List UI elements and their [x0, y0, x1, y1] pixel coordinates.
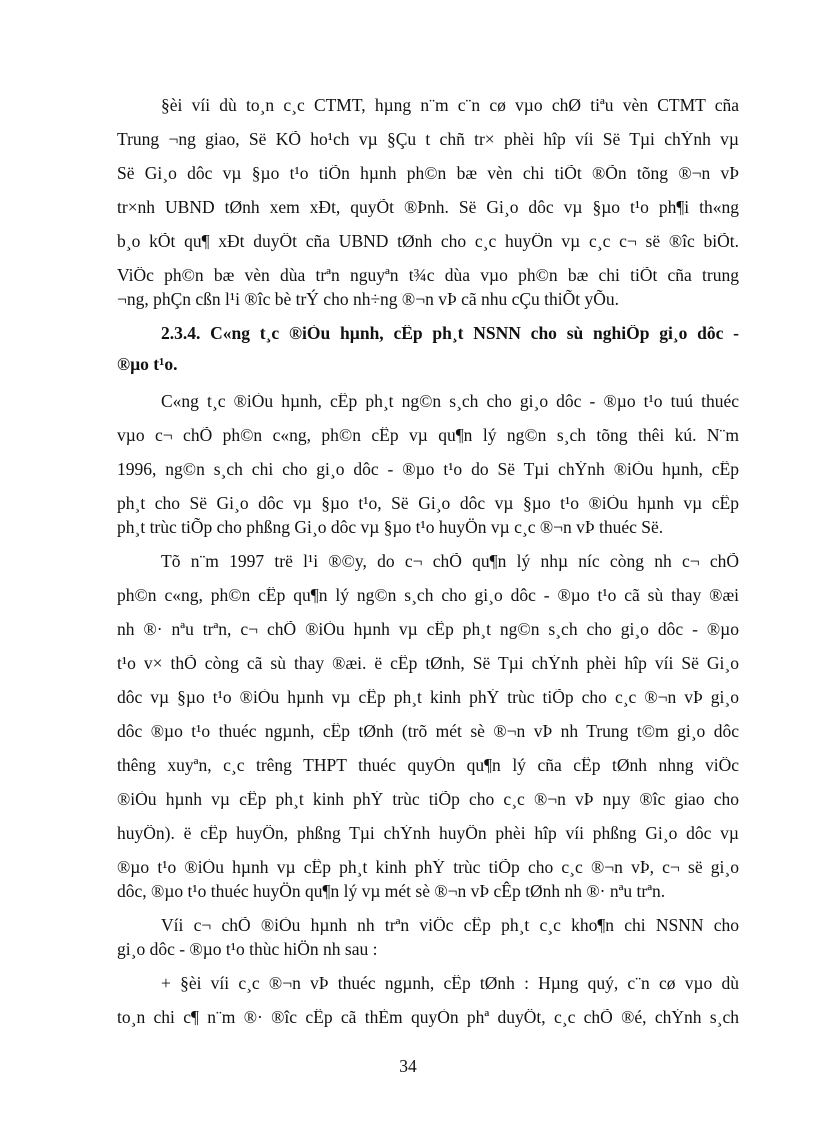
paragraph-line: dôc, ®µo t¹o thuéc huyÖn qu¶n lý vµ mét sè ®¬n vÞ cÊp tØnh nh ®· nªu trªn. [117, 881, 666, 901]
paragraph-line: Víi c¬ chÕ ®iÒu hµnh nh trªn viÖc cÊp ph¸t c¸c kho¶n chi NSNN cho [161, 917, 739, 935]
section-heading: ®µo t¹o. [117, 354, 178, 374]
paragraph-line: nh ®· nªu trªn, c¬ chÕ ®iÒu hµnh vµ cÊp ph¸t ng©n s¸ch cho gi¸o dôc - ®µo [117, 621, 739, 639]
paragraph-line: dôc vµ §µo t¹o ®iÒu hµnh vµ cÊp ph¸t kinh phÝ trùc tiÕp cho c¸c ®¬n vÞ gi¸o [117, 689, 739, 707]
paragraph-line: thêng xuyªn, c¸c trêng THPT thuéc quyÒn qu¶n lý cña cÊp tØnh nhng viÖc [117, 757, 739, 775]
paragraph-line: + §èi víi c¸c ®¬n vÞ thuéc ngµnh, cÊp tØnh : Hµng quý, c¨n cø vµo dù [161, 975, 739, 993]
paragraph-line: tr×nh UBND tØnh xem xÐt, quyÕt ®Þnh. Së Gi¸o dôc vµ §µo t¹o ph¶i th«ng [117, 199, 739, 217]
paragraph-line: gi¸o dôc - ®µo t¹o thùc hiÖn nh sau : [117, 939, 378, 959]
paragraph-line: Tõ n¨m 1997 trë l¹i ®©y, do c¬ chÕ qu¶n lý nhµ níc còng nh c¬ chÕ [161, 553, 739, 571]
page-number: 34 [399, 1056, 417, 1076]
paragraph-line: b¸o kÕt qu¶ xÐt duyÖt cña UBND tØnh cho c¸c huyÖn vµ c¸c c¬ së ®îc biÕt. [117, 233, 739, 251]
paragraph-line: ¬ng, phÇn cßn l¹i ®îc bè trÝ cho nh÷ng ®¬n vÞ cã nhu cÇu thiÕt yÕu. [117, 289, 620, 309]
paragraph-line: Trung ¬ng giao, Së KÕ ho¹ch vµ §Çu t chñ tr× phèi hîp víi Së Tµi chÝnh vµ [117, 131, 739, 149]
paragraph-line: vµo c¬ chÕ ph©n c«ng, ph©n cÊp vµ qu¶n lý ng©n s¸ch tõng thêi kú. N¨m [117, 427, 739, 445]
section-heading: 2.3.4. C«ng t¸c ®iÒu hµnh, cÊp ph¸t NSNN cho sù nghiÖp gi¸o dôc - [161, 325, 739, 343]
paragraph-line: §èi víi dù to¸n c¸c CTMT, hµng n¨m c¨n cø vµo chØ tiªu vèn CTMT cña [161, 97, 739, 115]
paragraph-line: ®iÒu hµnh vµ cÊp ph¸t kinh phÝ trùc tiÕp cho c¸c ®¬n vÞ nµy ®îc giao cho [117, 791, 739, 809]
paragraph-line: ph¸t trùc tiÕp cho phßng Gi¸o dôc vµ §µo t¹o huyÖn vµ c¸c ®¬n vÞ thuéc Së. [117, 517, 664, 537]
paragraph-line: dôc ®µo t¹o thuéc ngµnh, cÊp tØnh (trõ mét sè ®¬n vÞ nh Trung t©m gi¸o dôc [117, 723, 739, 741]
paragraph-line: huyÖn). ë cÊp huyÖn, phßng Tµi chÝnh huyÖn phèi hîp víi phßng Gi¸o dôc vµ [117, 825, 739, 843]
paragraph-line: ®µo t¹o ®iÒu hµnh vµ cÊp ph¸t kinh phÝ trùc tiÕp cho c¸c ®¬n vÞ, c¬ së gi¸o [117, 859, 739, 877]
paragraph-line: t¹o v× thÕ còng cã sù thay ®æi. ë cÊp tØnh, Së Tµi chÝnh phèi hîp víi Së Gi¸o [117, 655, 739, 673]
paragraph-line: Së Gi¸o dôc vµ §µo t¹o tiÕn hµnh ph©n bæ vèn chi tiÕt ®Õn tõng ®¬n vÞ [117, 165, 739, 183]
paragraph-line: ViÖc ph©n bæ vèn dùa trªn nguyªn t¾c dùa vµo ph©n bæ chi tiÕt cña trung [117, 267, 739, 285]
paragraph-line: 1996, ng©n s¸ch chi cho gi¸o dôc - ®µo t¹o do Së Tµi chÝnh ®iÒu hµnh, cÊp [117, 461, 739, 479]
paragraph-line: to¸n chi c¶ n¨m ®· ®îc cÊp cã thÈm quyÒn phª duyÖt, c¸c chÕ ®é, chÝnh s¸ch [117, 1009, 739, 1027]
paragraph-line: ph©n c«ng, ph©n cÊp qu¶n lý ng©n s¸ch cho gi¸o dôc - ®µo t¹o cã sù thay ®æi [117, 587, 739, 605]
paragraph-line: C«ng t¸c ®iÒu hµnh, cÊp ph¸t ng©n s¸ch cho gi¸o dôc - ®µo t¹o tuú thuéc [161, 393, 739, 411]
paragraph-line: ph¸t cho Së Gi¸o dôc vµ §µo t¹o, Së Gi¸o dôc vµ §µo t¹o ®iÒu hµnh vµ cÊp [117, 495, 739, 513]
